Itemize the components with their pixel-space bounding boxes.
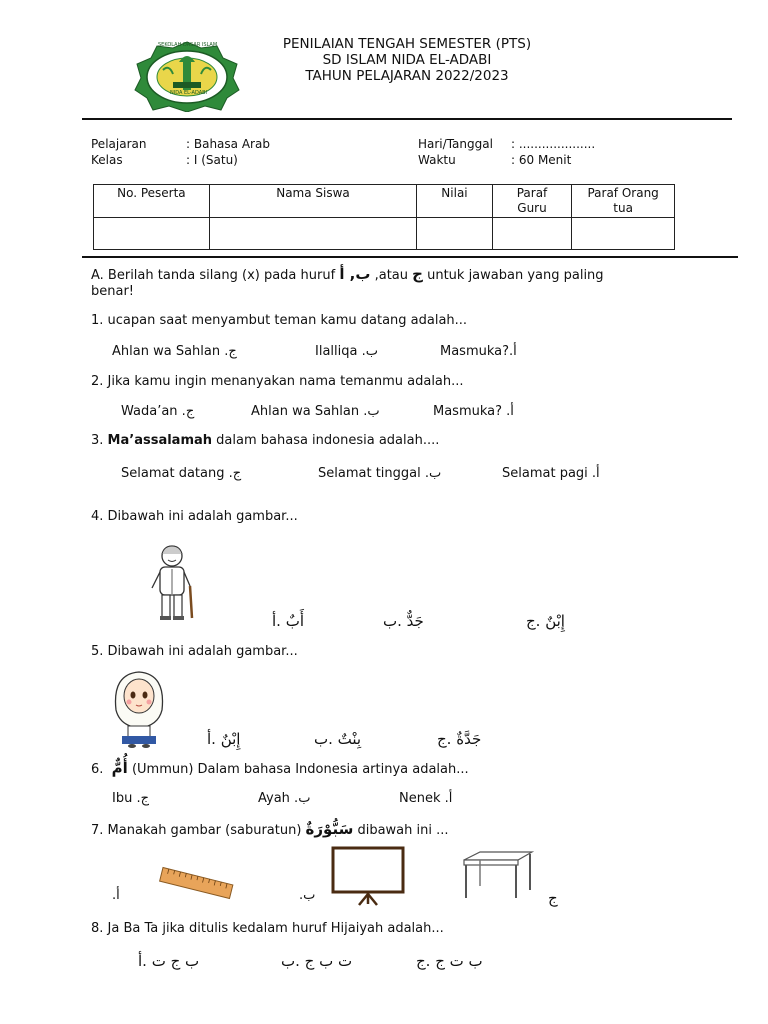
instruction-arabic-2: ج [412,265,423,283]
q6-arabic-word: أُمٌّ [111,759,128,777]
q3-option-a[interactable]: Selamat pagi .أ [502,466,600,481]
kelas-value: : I (Satu) [186,153,238,167]
instruction-line1 [91,265,604,283]
q7-option-b[interactable]: .ب [299,888,316,903]
question-4: 4. Dibawah ini adalah gambar... [91,509,298,524]
q5-option-c[interactable]: جَدَّةٌ .ج [437,730,482,748]
girl-hijab-image [108,666,170,748]
q3-option-b[interactable]: Selamat tinggal .ب [318,466,442,481]
q2-option-b[interactable]: Ahlan wa Sahlan .ب [251,404,380,419]
q2-option-c[interactable]: Wada’an .ج [121,404,195,419]
q1-option-a[interactable]: Masmuka?.أ [440,344,517,359]
q6-option-c[interactable]: Ibu .ج [112,791,149,806]
q6-text: (Ummun) Dalam bahasa Indonesia artinya adalah... [131,762,469,777]
cell-nilai[interactable] [417,218,493,250]
q3-text: dalam bahasa indonesia adalah.... [216,433,440,448]
cell-paraf-guru[interactable] [492,218,572,250]
question-5: 5. Dibawah ini adalah gambar... [91,644,298,659]
q6-option-b[interactable]: Ayah .ب [258,791,311,806]
waktu-label: Waktu [418,153,456,167]
col-paraf-guru [492,185,572,218]
q1-option-c[interactable]: Ahlan wa Sahlan .ج [112,344,237,359]
instruction-text-b: ,atau [374,268,408,283]
q4-option-c[interactable]: إِبْنٌ .ج [526,612,565,630]
col-nama-siswa: Nama Siswa [209,185,416,218]
table-image [458,850,534,900]
instruction-text-a: A. Berilah tanda silang (x) pada huruf [91,268,336,283]
q5-option-a[interactable]: إِبْنٌ .أ [207,730,241,748]
pelajaran-value: : Bahasa Arab [186,137,270,151]
instruction-arabic-1: ب, أ [339,265,371,283]
paraf-guru-line2: Guru [517,201,547,215]
q6-option-a[interactable]: Nenek .أ [399,791,453,806]
q2-option-a[interactable]: Masmuka? .أ [433,404,514,419]
q5-option-b[interactable]: بِنْتٌ .ب [314,730,362,748]
instruction-line2: benar! [91,284,135,299]
header-rule [82,118,732,120]
participant-table [93,184,675,250]
cell-nama-siswa[interactable] [209,218,416,250]
logo-text-bottom: NIDA EL-ADABI [170,90,208,96]
grandfather-image [140,542,206,622]
col-paraf-ortu [572,185,675,218]
logo-text-top: SEKOLAH DASAR ISLAM [158,42,218,48]
question-2: 2. Jika kamu ingin menanyakan nama temanmu adalah... [91,374,464,389]
q6-number: 6. [91,762,104,777]
q7-option-a[interactable]: .أ [112,888,120,903]
q7-text-pre: 7. Manakah gambar (saburatun) [91,823,302,838]
paraf-ortu-line2: tua [613,201,633,215]
whiteboard-image [331,846,405,906]
q3-option-c[interactable]: Selamat datang .ج [121,466,242,481]
waktu-value: : 60 Menit [511,153,572,167]
header-school: SD ISLAM NIDA EL-ADABI [322,52,492,68]
q8-option-b[interactable]: ت ب ج .ب [281,952,353,970]
question-6 [91,759,469,777]
q7-text-post: dibawah ini ... [357,823,449,838]
question-7 [91,820,449,838]
header-year: TAHUN PELAJARAN 2022/2023 [305,68,509,84]
col-nilai: Nilai [417,185,493,218]
col-no-peserta: No. Peserta [94,185,210,218]
ruler-image [158,864,234,904]
q1-option-b[interactable]: Ilalliqa .ب [315,344,378,359]
q3-keyword: Ma’assalamah [107,433,213,448]
q8-option-a[interactable]: ب ج ت .أ [138,952,200,970]
question-3 [91,433,439,448]
q7-arabic-word: سَبُّوْرَةٌ [305,820,354,838]
paraf-ortu-line1: Paraf Orang [587,186,659,200]
q7-option-c[interactable]: ج [548,889,558,907]
hari-label: Hari/Tanggal [418,137,493,151]
hari-value: : .................... [511,137,596,151]
paraf-guru-line1: Paraf [516,186,548,200]
header-title: PENILAIAN TENGAH SEMESTER (PTS) [282,36,532,52]
question-8: 8. Ja Ba Ta jika ditulis kedalam huruf Hijaiyah adalah... [91,921,444,936]
q4-option-a[interactable]: أَبٌ .أ [272,612,304,630]
question-1: 1. ucapan saat menyambut teman kamu datang adalah... [91,313,468,328]
cell-no-peserta[interactable] [94,218,210,250]
instruction-text-c: untuk jawaban yang paling [427,268,604,283]
q8-option-c[interactable]: ب ت ج .ج [416,952,483,970]
pelajaran-label: Pelajaran [91,137,147,151]
section-rule [82,256,738,258]
q3-number: 3. [91,433,104,448]
q4-option-b[interactable]: جَدٌّ .ب [383,612,424,630]
cell-paraf-ortu[interactable] [572,218,675,250]
kelas-label: Kelas [91,153,123,167]
